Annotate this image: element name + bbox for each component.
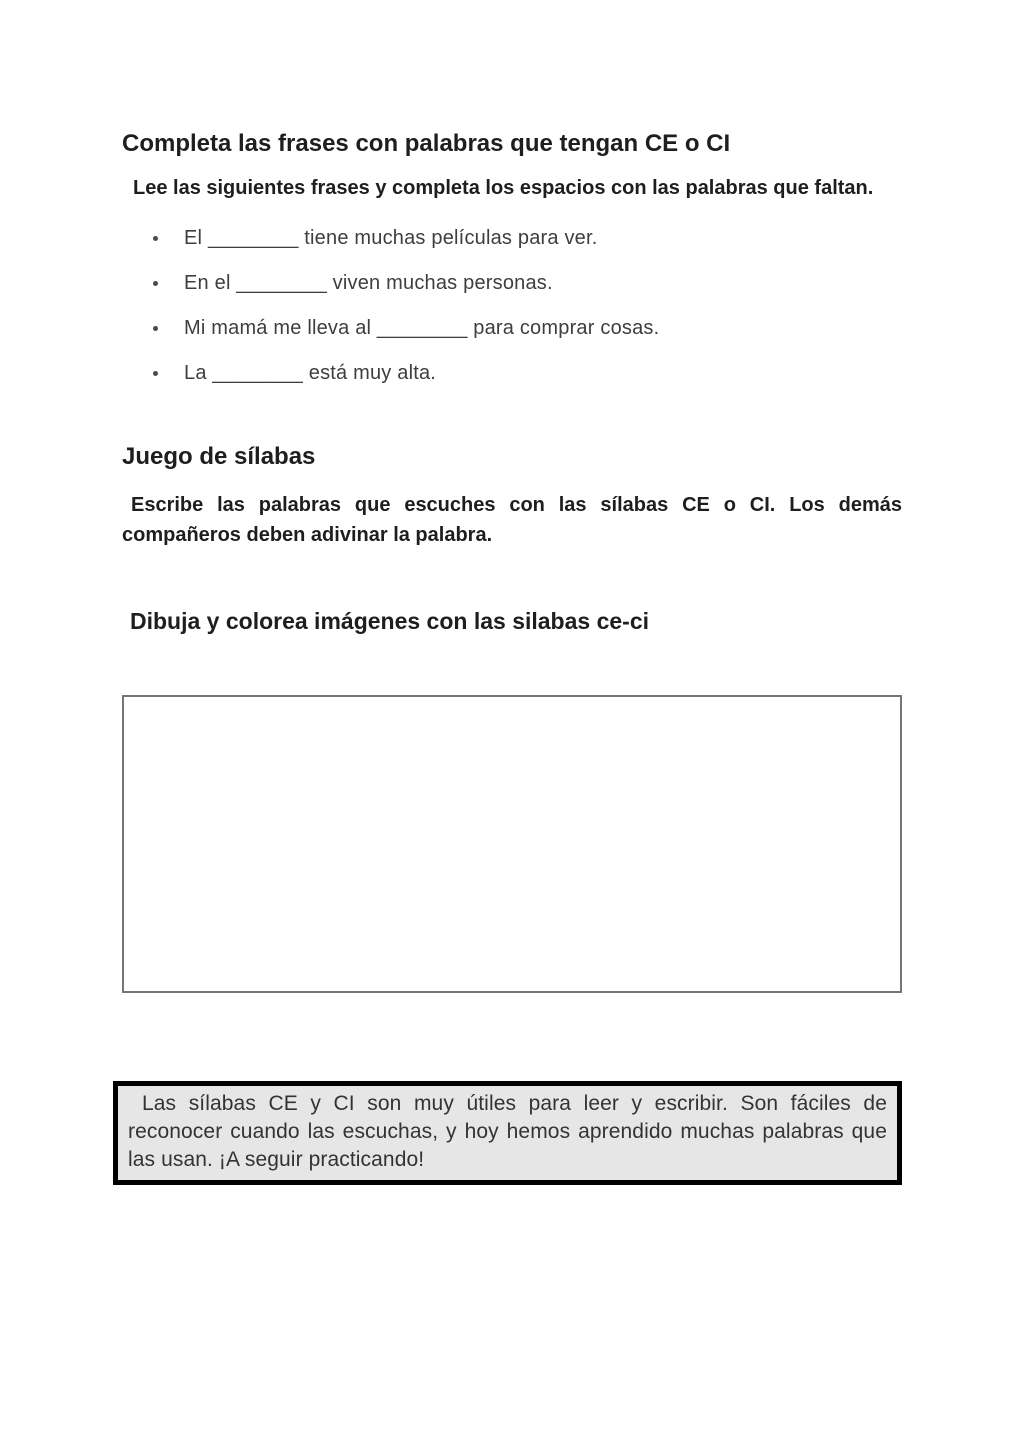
summary-note-text: Las sílabas CE y CI son muy útiles para leer y escribir. Son fáciles de reconocer cuando las escuchas, y hoy hemos aprendido muchas palabras que las usan. ¡A seguir practicando! [128,1091,887,1171]
list-item-text: En el ________ viven muchas personas. [184,271,553,294]
section1-title: Completa las frases con palabras que tengan CE o CI [122,130,731,157]
list-item [122,316,902,341]
list-item [122,271,902,296]
bullet-icon [153,281,158,286]
bullet-icon [153,371,158,376]
fill-in-the-blank-list [122,226,902,386]
list-item [122,361,902,386]
list-item-text: El ________ tiene muchas películas para ver. [184,226,598,249]
section3-title: Dibuja y colorea imágenes con las silabas ce-ci [130,608,650,635]
summary-note-box [113,1081,902,1185]
section2-instruction: Escribe las palabras que escuches con las sílabas CE o CI. Los demás compañeros deben adivinar la palabra. [122,494,902,547]
list-item-text: Mi mamá me lleva al ________ para comprar cosas. [184,316,660,339]
bullet-icon [153,326,158,331]
list-item-text: La ________ está muy alta. [184,361,437,384]
section2-title: Juego de sílabas [122,442,316,470]
list-item [122,226,902,251]
section1-instruction: Lee las siguientes frases y completa los espacios con las palabras que faltan. [133,176,874,199]
drawing-area-box [122,695,902,993]
bullet-icon [153,236,158,241]
